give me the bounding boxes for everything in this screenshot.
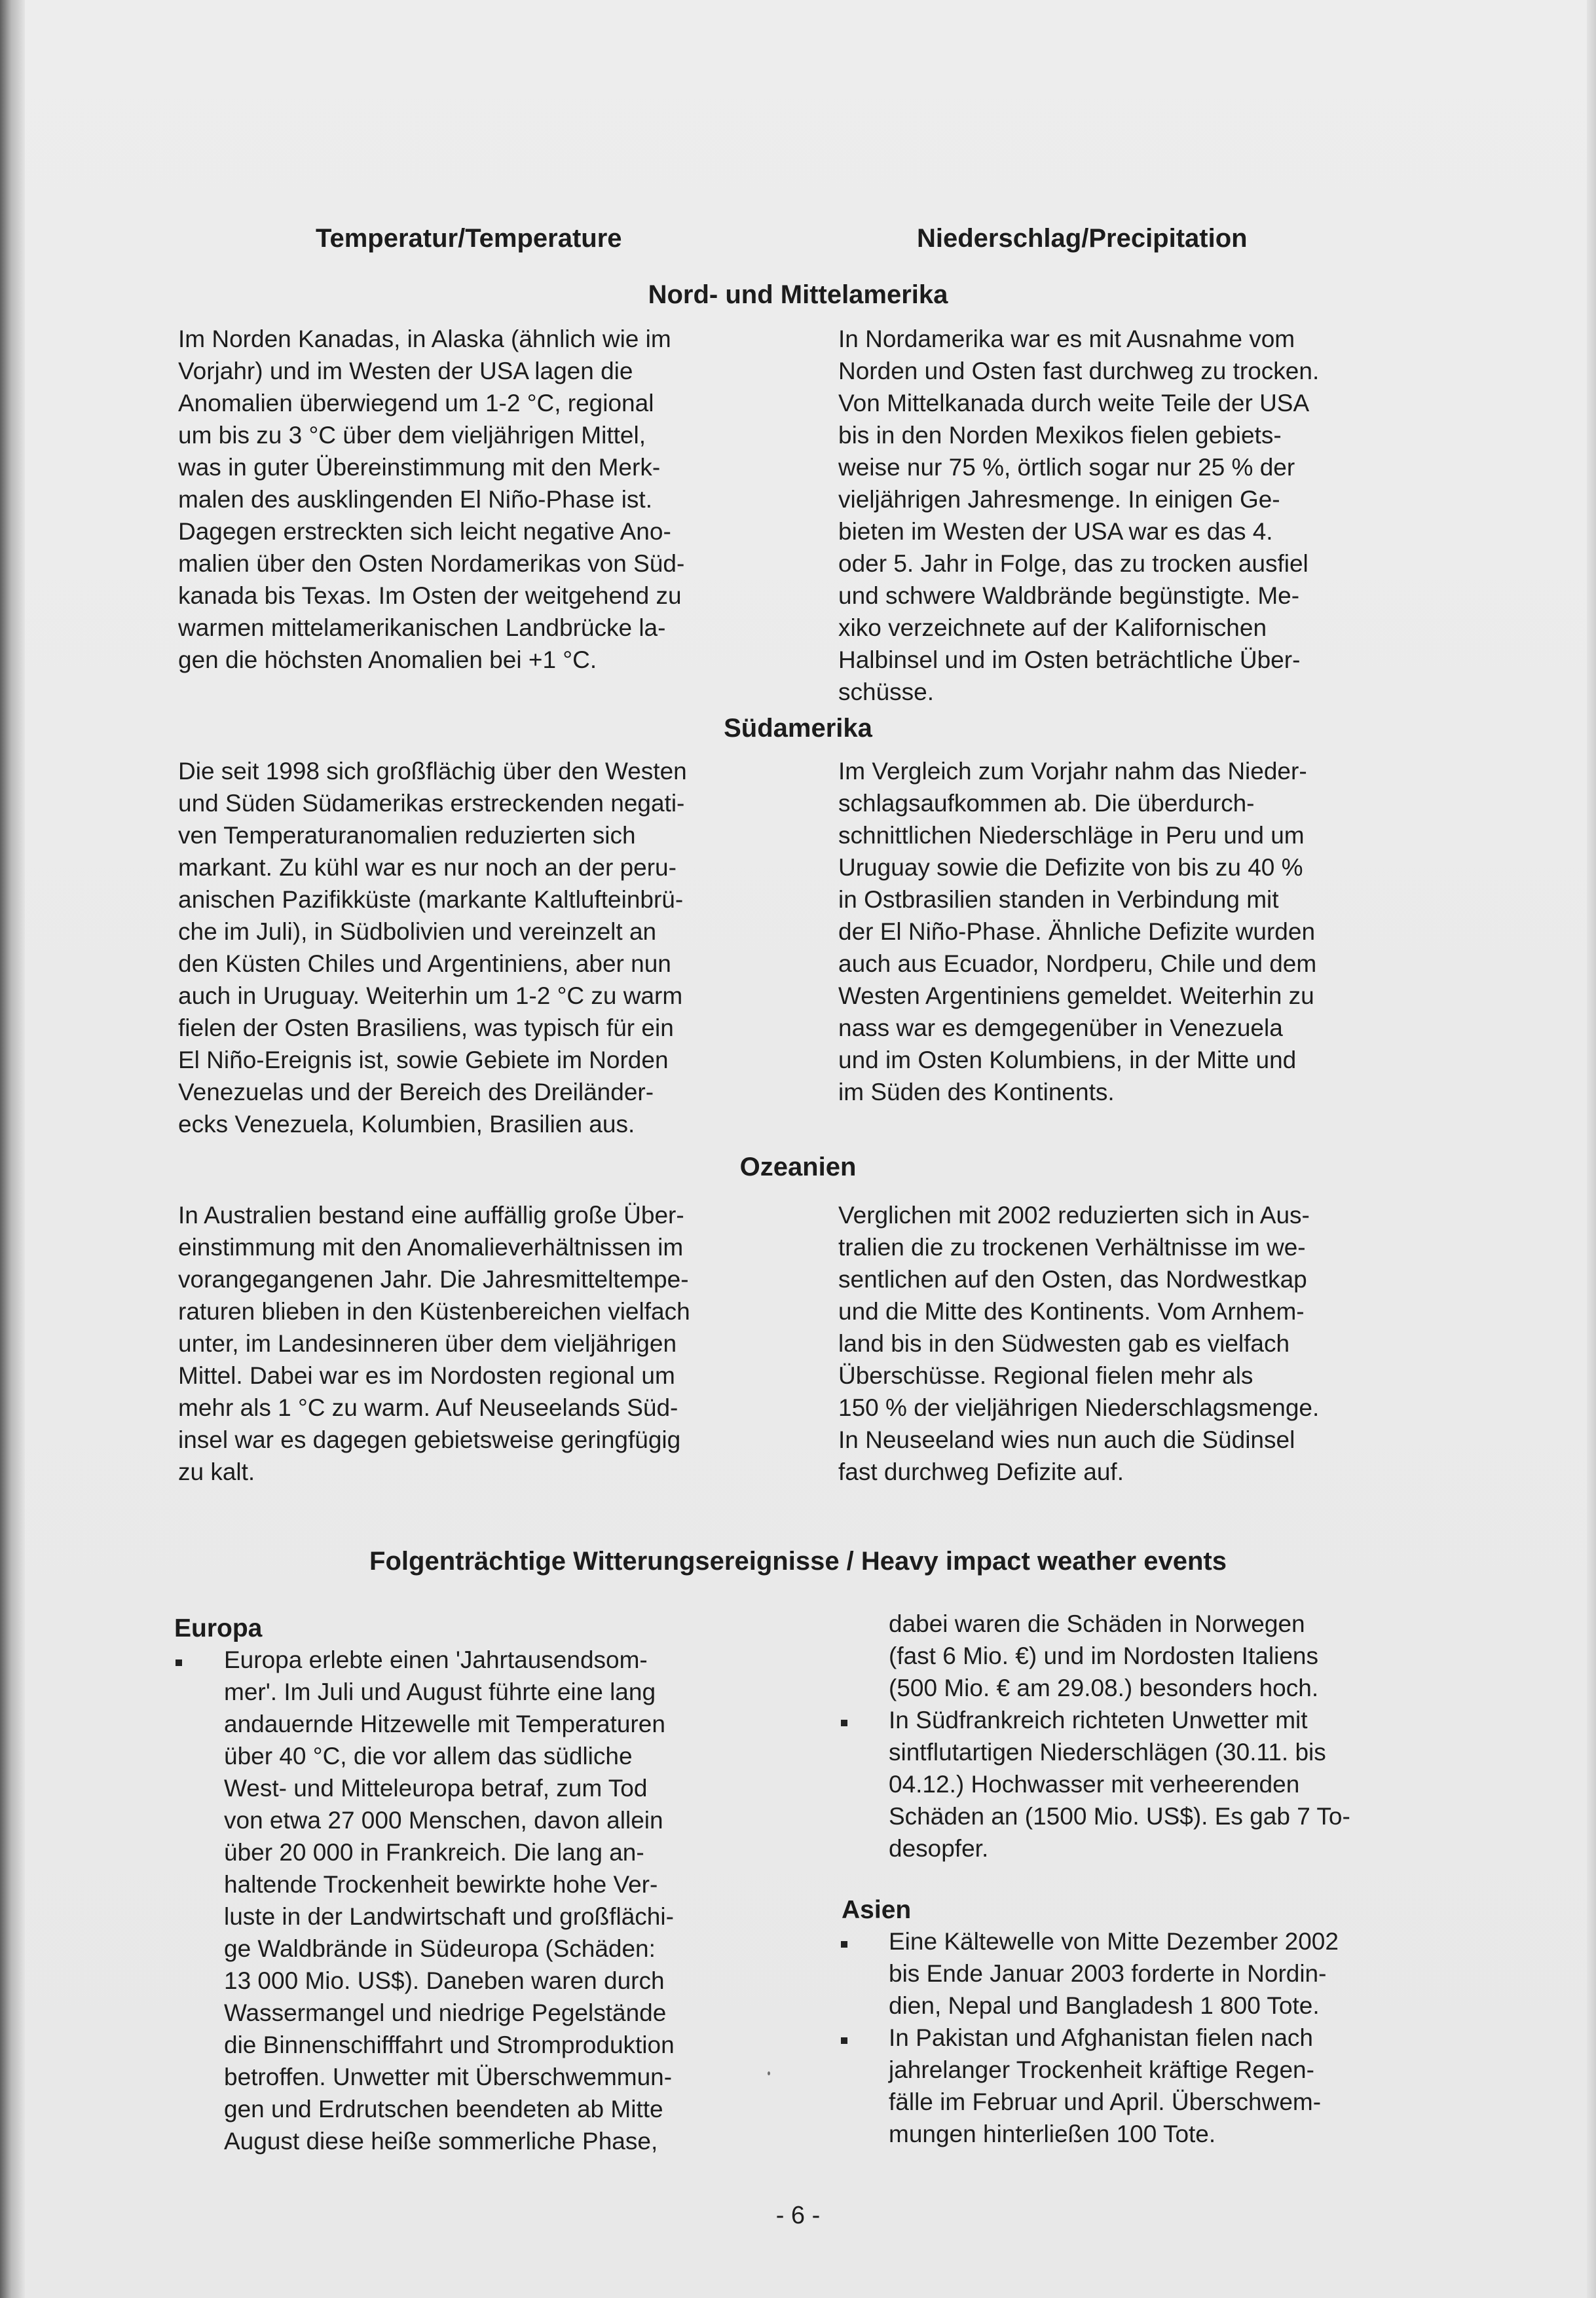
section-heading-south-america: Südamerika (724, 714, 872, 743)
europe-event-1-continued: dabei waren die Schäden in Norwegen (fast 6 Mio. €) und im Nordosten Italiens (500 Mio. € am 29.08.) besonders hoch. (889, 1610, 1319, 1701)
temperature-column-heading: Temperatur/Temperature (316, 224, 622, 253)
oceania-temperature-text: In Australien bestand eine auffällig große Über- einstimmung mit den Anomalieverhältnissen im vorangegangenen Jahr. Die Jahresmitteltempe- raturen blieben in den Küstenbereichen vielfach unter, im Landesinneren über dem vieljährigen Mittel. Dabei war es im Nordosten regional um mehr als 1 °C zu warm. Auf Neuseelands Süd- insel war es dagegen gebietsweise geringfügig zu kalt. (178, 1202, 690, 1485)
scan-edge-left (0, 0, 25, 2298)
region-label-asia: Asien (842, 1896, 912, 1924)
south-america-temperature-text: Die seit 1998 sich großflächig über den Westen und Süden Südamerikas erstreckenden negati- ven Temperaturanomalien reduzierten sich markant. Zu kühl war es nur noch an der peru- anischen Pazifikküste (markante Kaltlufteinbrü- che im Juli), in Südbolivien und vereinzelt an den Küsten Chiles und Argentiniens, aber nun auch in Uruguay. Weiterhin um 1-2 °C zu warm fielen der Osten Brasiliens, was typisch für ein El Niño-Ereignis ist, sowie Gebiete im Norden Venezuelas und der Bereich des Dreiländer- ecks Venezuela, Kolumbien, Brasilien aus. (178, 758, 687, 1138)
europe-event-2: In Südfrankreich richteten Unwetter mit sintflutartigen Niederschlägen (30.11. bis 04.12.) Hochwasser mit verheerenden Schäden an (1500 Mio. US$). Es gab 7 To- desopfer. (889, 1707, 1350, 1862)
asia-event-1: Eine Kältewelle von Mitte Dezember 2002 bis Ende Januar 2003 forderte in Nordin- dien, Nepal und Bangladesh 1 800 Tote. (889, 1928, 1339, 2019)
oceania-precipitation-text: Verglichen mit 2002 reduzierten sich in Aus- tralien die zu trockenen Verhältnisse im we- sentlichen auf den Osten, das Nordwestkap und die Mitte des Kontinents. Vom Arnhem- land bis in den Südwesten gab es vielfach Überschüsse. Regional fielen mehr als 150 % der vieljährigen Niederschlagsmenge. In Neuseeland wies nun auch die Südinsel fast durchweg Defizite auf. (838, 1202, 1320, 1485)
precipitation-column-heading: Niederschlag/Precipitation (917, 224, 1248, 253)
bullet-icon (841, 1720, 847, 1726)
section-heading-north-america: Nord- und Mittelamerika (648, 280, 948, 309)
asia-event-2: In Pakistan und Afghanistan fielen nach jahrelanger Trockenheit kräftige Regen- fälle im Februar und April. Überschwem- mungen hinterließen 100 Tote. (889, 2024, 1322, 2147)
europe-event-1: Europa erlebte einen 'Jahrtausendsom- mer'. Im Juli und August führte eine lang andauernde Hitzewelle mit Temperaturen über 40 °C, die vor allem das südliche West- und Mitteleuropa betraf, zum Tod von etwa 27 000 Menschen, davon allein über 20 000 in Frankreich. Die lang an- haltende Trockenheit bewirkte hohe Ver- luste in der Landwirtschaft und großflächi- ge Waldbrände in Südeuropa (Schäden: 13 000 Mio. US$). Daneben waren durch Wassermangel und niedrige Pegelstände die Binnenschifffahrt und Stromproduktion betroffen. Unwetter mit Überschwemmun- gen und Erdrutschen beendeten ab Mitte August diese heiße sommerliche Phase, (224, 1646, 675, 2155)
bullet-icon (176, 1659, 182, 1666)
scan-speck (768, 2071, 770, 2075)
bullet-icon (841, 2037, 847, 2044)
region-label-europe: Europa (174, 1614, 263, 1642)
section-heading-oceania: Ozeanien (739, 1153, 857, 1181)
events-heading: Folgenträchtige Witterungsereignisse / Heavy impact weather events (369, 1547, 1227, 1576)
page-number: - 6 - (775, 2202, 821, 2229)
scan-edge-right (1587, 0, 1596, 2298)
north-america-temperature-text: Im Norden Kanadas, in Alaska (ähnlich wie im Vorjahr) und im Westen der USA lagen die Anomalien überwiegend um 1-2 °C, regional um bis zu 3 °C über dem vieljährigen Mittel, was in guter Übereinstimmung mit den Merk- malen des ausklingenden El Niño-Phase ist. Dagegen erstreckten sich leicht negative Ano- malien über den Osten Nordamerikas von Süd- kanada bis Texas. Im Osten der weitgehend zu warmen mittelamerikanischen Landbrücke la- gen die höchsten Anomalien bei +1 °C. (178, 325, 685, 673)
north-america-precipitation-text: In Nordamerika war es mit Ausnahme vom Norden und Osten fast durchweg zu trocken. Von Mittelkanada durch weite Teile der USA bis in den Norden Mexikos fielen gebiets- weise nur 75 %, örtlich sogar nur 25 % der vieljährigen Jahresmenge. In einigen Ge- bieten im Westen der USA war es das 4. oder 5. Jahr in Folge, das zu trocken ausfiel und schwere Waldbrände begünstigte. Me- xiko verzeichnete auf der Kalifornischen Halbinsel und im Osten beträchtliche Über- schüsse. (838, 325, 1320, 705)
bullet-icon (841, 1941, 847, 1948)
south-america-precipitation-text: Im Vergleich zum Vorjahr nahm das Nieder- schlagsaufkommen ab. Die überdurch- schnittlichen Niederschläge in Peru und um Uruguay sowie die Defizite von bis zu 40 % in Ostbrasilien standen in Verbindung mit der El Niño-Phase. Ähnliche Defizite wurden auch aus Ecuador, Nordperu, Chile und dem Westen Argentiniens gemeldet. Weiterhin zu nass war es demgegenüber in Venezuela und im Osten Kolumbiens, in der Mitte und im Süden des Kontinents. (838, 758, 1317, 1105)
